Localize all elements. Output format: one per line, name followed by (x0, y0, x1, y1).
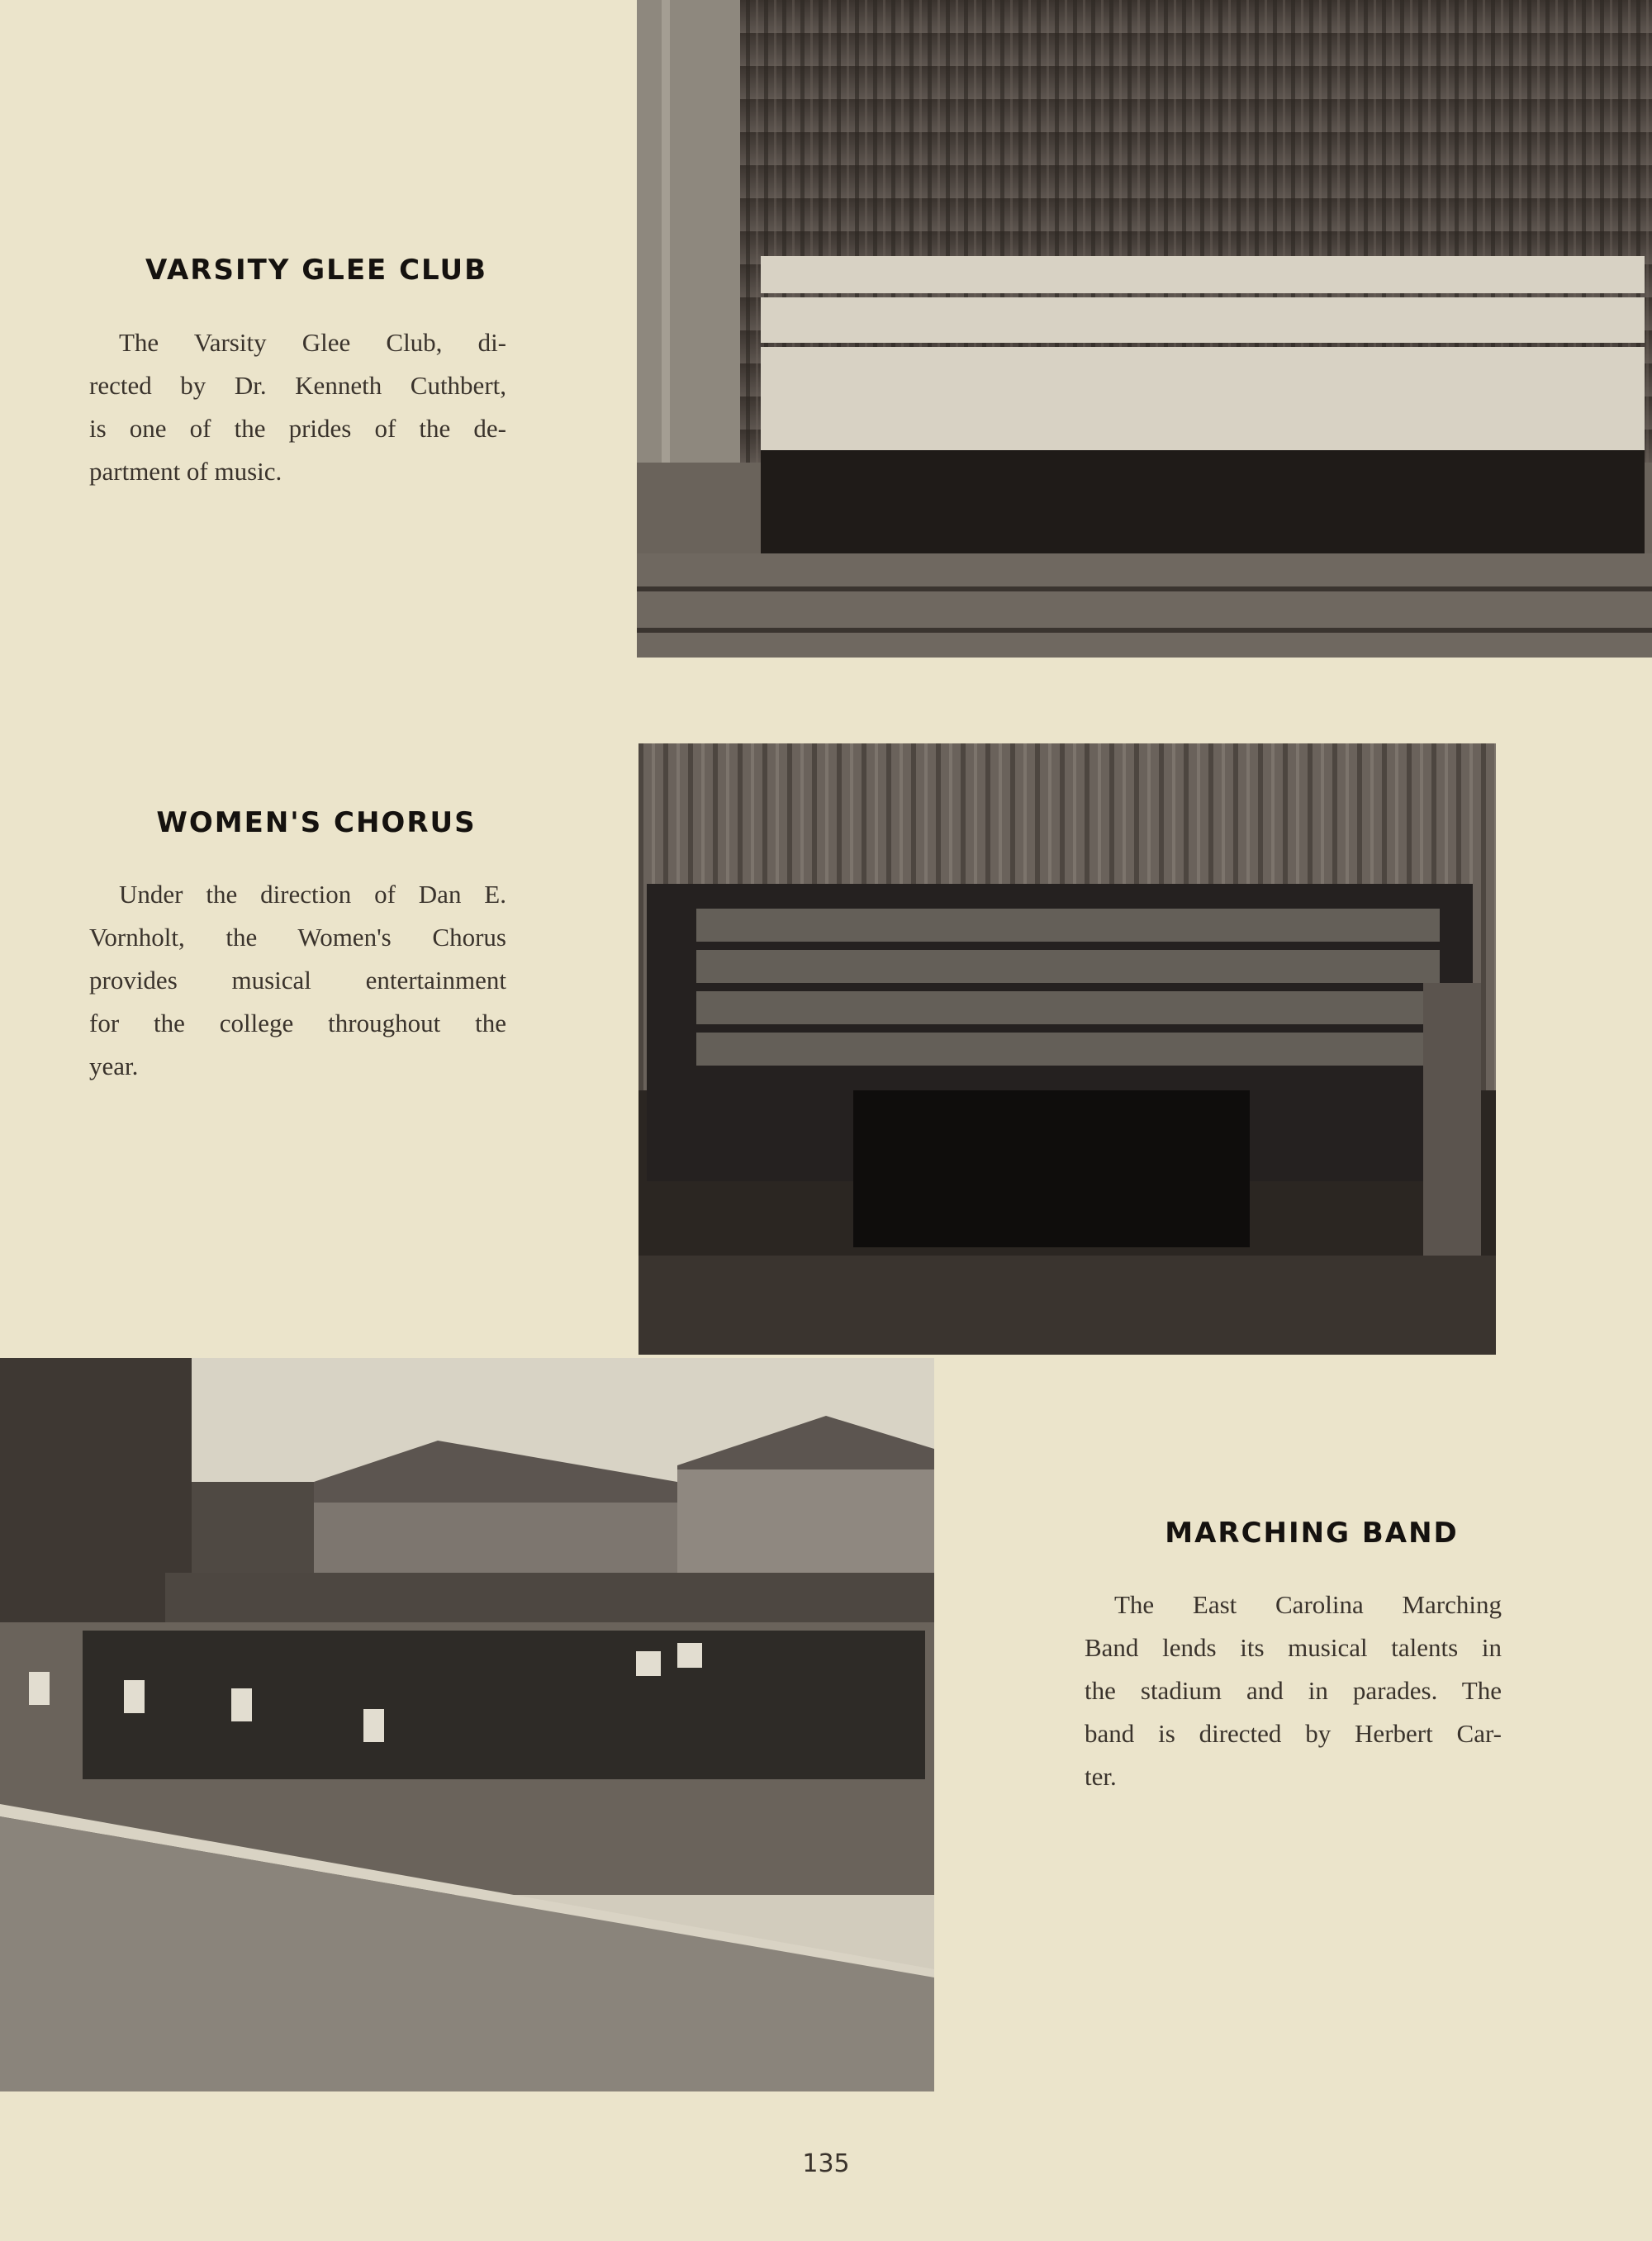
marching-band-line: The East Carolina Marching (1114, 1590, 1502, 1619)
womens-chorus-title: WOMEN'S CHORUS (156, 806, 477, 839)
glee-club-photo (637, 0, 1652, 658)
womens-chorus-line: for the college throughout the (89, 1009, 506, 1037)
womens-chorus-line: Under the direction of Dan E. (119, 880, 506, 909)
womens-chorus-line: Vornholt, the Women's Chorus (89, 923, 506, 952)
marching-band-line: ter. (1085, 1762, 1117, 1791)
glee-club-title: VARSITY GLEE CLUB (145, 254, 488, 287)
womens-chorus-line: year. (89, 1052, 139, 1080)
marching-band-line: Band lends its musical talents in (1085, 1633, 1502, 1662)
glee-club-line: The Varsity Glee Club, di- (119, 328, 506, 357)
marching-band-photo (0, 1358, 934, 2091)
marching-band-description (1085, 1583, 1502, 1798)
marching-band-line: the stadium and in parades. The (1085, 1676, 1502, 1705)
glee-club-line: rected by Dr. Kenneth Cuthbert, (89, 371, 506, 400)
marching-band-title: MARCHING BAND (1165, 1517, 1459, 1550)
glee-club-line: is one of the prides of the de- (89, 414, 506, 443)
womens-chorus-photo (638, 743, 1496, 1355)
page-number: 135 (802, 2149, 850, 2178)
womens-chorus-line: provides musical entertainment (89, 966, 506, 995)
glee-club-line: partment of music. (89, 457, 282, 486)
glee-club-description (89, 321, 506, 493)
womens-chorus-description (89, 873, 506, 1088)
marching-band-line: band is directed by Herbert Car- (1085, 1719, 1502, 1748)
